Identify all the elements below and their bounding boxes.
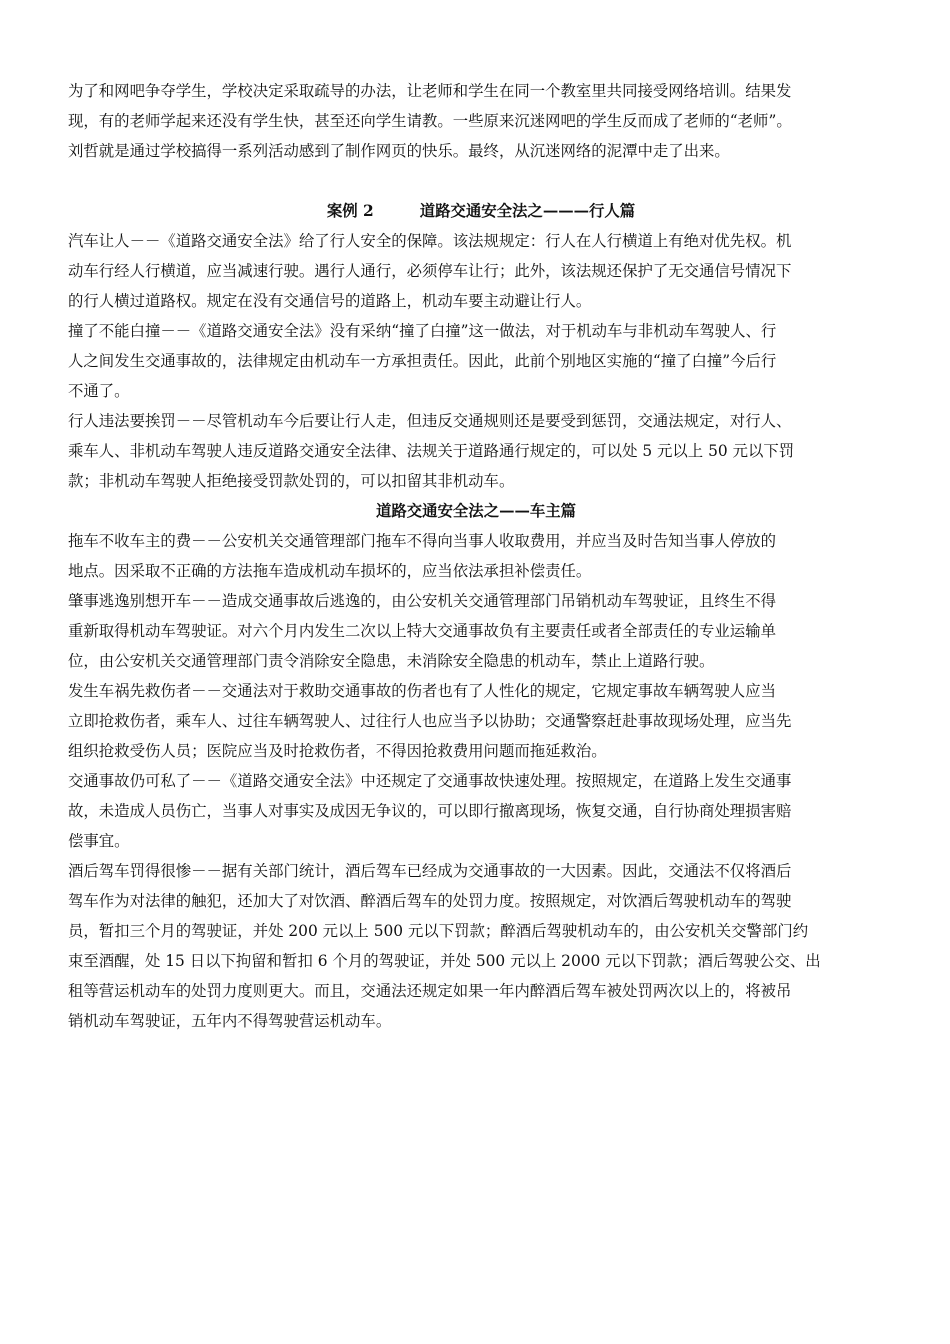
case-title: 道路交通安全法之———行人篇 xyxy=(419,202,636,220)
text-line: 为了和网吧争夺学生，学校决定采取疏导的办法，让老师和学生在同一个教室里共同接受网络培训。结果发 xyxy=(68,82,792,100)
pedestrian-paragraph-3 xyxy=(68,406,884,496)
text-line: 交通事故仍可私了－－《道路交通安全法》中还规定了交通事故快速处理。按照规定，在道路上发生交通事 xyxy=(68,772,792,790)
text-line: 动车行经人行横道，应当减速行驶。遇行人通行，必须停车让行；此外，该法规还保护了无交通信号情况下 xyxy=(68,262,792,280)
text-line: 不通了。 xyxy=(68,382,130,400)
intro-paragraph xyxy=(68,76,884,166)
document-page xyxy=(68,76,884,1036)
pedestrian-paragraph-1 xyxy=(68,226,884,316)
text-line: 组织抢救受伤人员；医院应当及时抢救伤者，不得因抢救费用问题而拖延救治。 xyxy=(68,742,607,760)
text-line: 故，未造成人员伤亡，当事人对事实及成因无争议的，可以即行撤离现场，恢复交通，自行协商处理损害赔 xyxy=(68,802,792,820)
case2-heading xyxy=(68,196,884,226)
text-line: 肇事逃逸别想开车－－造成交通事故后逃逸的，由公安机关交通管理部门吊销机动车驾驶证，且终生不得 xyxy=(68,592,776,610)
text-line: 汽车让人－－《道路交通安全法》给了行人安全的保障。该法规规定：行人在人行横道上有绝对优先权。机 xyxy=(68,232,792,250)
text-line: 租等营运机动车的处罚力度则更大。而且，交通法还规定如果一年内醉酒后驾车被处罚两次以上的，将被吊 xyxy=(68,982,792,1000)
text-line: 的行人横过道路权。规定在没有交通信号的道路上，机动车要主动避让行人。 xyxy=(68,292,592,310)
text-line: 地点。因采取不正确的方法拖车造成机动车损坏的，应当依法承担补偿责任。 xyxy=(68,562,592,580)
text-line: 现，有的老师学起来还没有学生快，甚至还向学生请教。一些原来沉迷网吧的学生反而成了老师的“老师”。 xyxy=(68,112,792,130)
text-line: 酒后驾车罚得很惨－－据有关部门统计，酒后驾车已经成为交通事故的一大因素。因此，交通法不仅将酒后 xyxy=(68,862,792,880)
text-line: 员，暂扣三个月的驾驶证，并处 200 元以上 500 元以下罚款；醉酒后驾驶机动车的，由公安机关交警部门约 xyxy=(68,922,809,940)
owner-paragraph-3 xyxy=(68,676,884,766)
text-line: 发生车祸先救伤者－－交通法对于救助交通事故的伤者也有了人性化的规定，它规定事故车辆驾驶人应当 xyxy=(68,682,776,700)
owner-paragraph-5 xyxy=(68,856,884,1036)
text-line: 束至酒醒，处 15 日以下拘留和暂扣 6 个月的驾驶证，并处 500 元以上 2000 元以下罚款；酒后驾驶公交、出 xyxy=(68,952,821,970)
text-line: 乘车人、非机动车驾驶人违反道路交通安全法律、法规关于道路通行规定的，可以处 5 元以上 50 元以下罚 xyxy=(68,442,795,460)
text-line: 刘哲就是通过学校搞得一系列活动感到了制作网页的快乐。最终，从沉迷网络的泥潭中走了出来。 xyxy=(68,142,730,160)
text-line: 销机动车驾驶证，五年内不得驾驶营运机动车。 xyxy=(68,1012,392,1030)
text-line: 撞了不能白撞－－《道路交通安全法》没有采纳“撞了白撞”这一做法，对于机动车与非机动车驾驶人、行 xyxy=(68,322,777,340)
text-line: 立即抢救伤者，乘车人、过往车辆驾驶人、过往行人也应当予以协助；交通警察赶赴事故现场处理，应当先 xyxy=(68,712,792,730)
text-line: 位，由公安机关交通管理部门责令消除安全隐患，未消除安全隐患的机动车，禁止上道路行驶。 xyxy=(68,652,715,670)
owner-section-heading: 道路交通安全法之——车主篇 xyxy=(375,502,577,520)
text-line: 款；非机动车驾驶人拒绝接受罚款处罚的，可以扣留其非机动车。 xyxy=(68,472,515,490)
owner-paragraph-2 xyxy=(68,586,884,676)
text-line: 人之间发生交通事故的，法律规定由机动车一方承担责任。因此，此前个别地区实施的“撞了白撞”今后行 xyxy=(68,352,777,370)
text-line: 重新取得机动车驾驶证。对六个月内发生二次以上特大交通事故负有主要责任或者全部责任的专业运输单 xyxy=(68,622,776,640)
owner-paragraph-4 xyxy=(68,766,884,856)
text-line: 拖车不收车主的费－－公安机关交通管理部门拖车不得向当事人收取费用，并应当及时告知当事人停放的 xyxy=(68,532,776,550)
text-line: 偿事宜。 xyxy=(68,832,130,850)
text-line: 驾车作为对法律的触犯，还加大了对饮酒、醉酒后驾车的处罚力度。按照规定，对饮酒后驾驶机动车的驾驶 xyxy=(68,892,792,910)
text-line: 行人违法要挨罚－－尽管机动车今后要让行人走，但违反交通规则还是要受到惩罚，交通法规定，对行人、 xyxy=(68,412,792,430)
pedestrian-paragraph-2 xyxy=(68,316,884,406)
spacer xyxy=(68,166,884,196)
owner-paragraph-1 xyxy=(68,526,884,586)
case-number: 案例 2 xyxy=(326,202,374,220)
